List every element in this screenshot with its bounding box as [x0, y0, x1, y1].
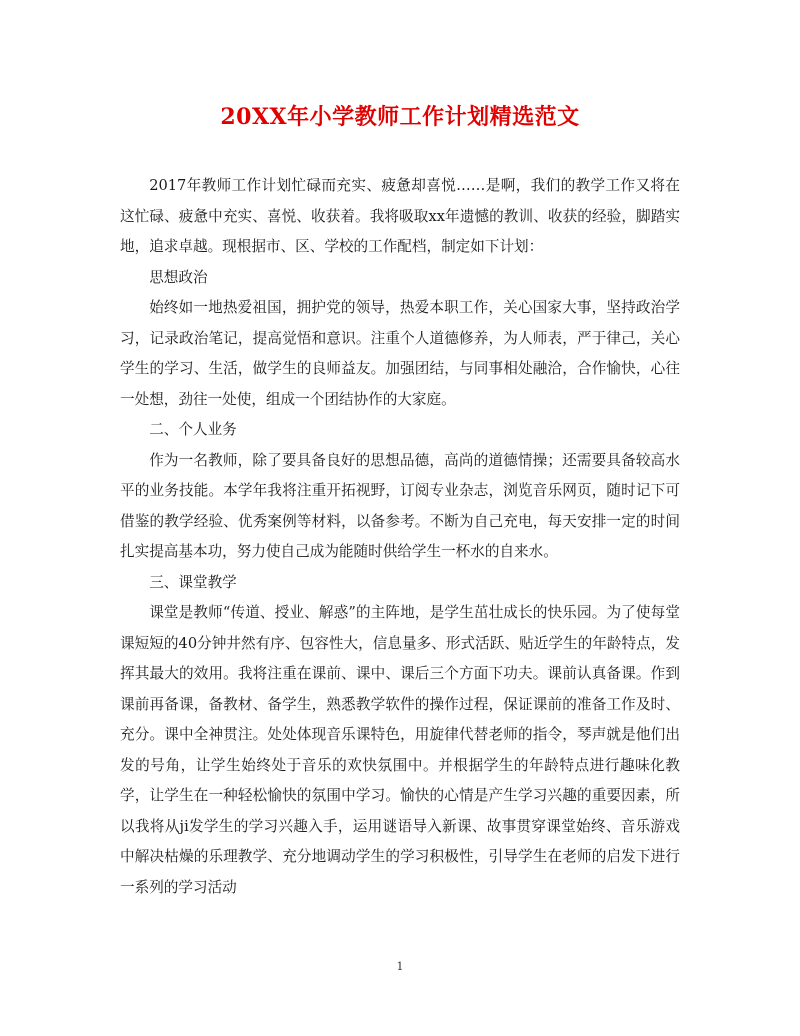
politics-paragraph: 始终如一地热爱祖国，拥护党的领导，热爱本职工作，关心国家大事，坚持政治学习，记录政治笔记，提高觉悟和意识。注重个人道德修养，为人师表，严于律己，关心学生的学习、生活，做学生的良师益友。加强团结，与同事相处融洽，合作愉快，心往一处想，劲往一处使，组成一个团结协作的大家庭。 [120, 299, 680, 408]
section-heading-politics: 思想政治 [149, 268, 208, 286]
classroom-paragraph: 课堂是教师“传道、授业、解惑”的主阵地，是学生茁壮成长的快乐园。为了使每堂课短短的40分钟井然有序、包容性大，信息量多、形式活跃、贴近学生的年龄特点，发挥其最大的效用。我将注重在课前、课中、课后三个方面下功夫。课前认真备课。作到课前再备课，备教材、备学生，熟悉教学软件的操作过程，保证课前的准备工作及时、充分。课中全神贯注。处处体现音乐课特色，用旋律代替老师的指令，琴声就是他们出发的号角，让学生始终处于音乐的欢快氛围中。并根据学生的年龄特点进行趣味化教学，让学生在一种轻松愉快的氛围中学习。愉快的心情是产生学习兴趣的重要因素，所以我将从ji发学生的学习兴趣入手，运用谜语导入新课、故事贯穿课堂始终、音乐游戏中解决枯燥的乐理教学、充分地调动学生的学习积极性，引导学生在老师的启发下进行一系列的学习活动 [120, 604, 680, 896]
section-heading-professional: 二、个人业务 [149, 421, 237, 438]
section-heading-classroom: 三、课堂教学 [149, 573, 237, 591]
page-number: 1 [396, 960, 404, 973]
document-body [120, 171, 680, 903]
intro-paragraph: 2017年教师工作计划忙碌而充实、疲惫却喜悦……是啊，我们的教学工作又将在这忙碌、疲惫中充实、喜悦、收获着。我将吸取xx年遗憾的教训、收获的经验，脚踏实地，追求卓越。现根据市、区、学校的工作配档，制定如下计划： [120, 177, 680, 255]
professional-paragraph: 作为一名教师，除了要具备良好的思想品德，高尚的道德情操；还需要具备较高水平的业务技能。本学年我将注重开拓视野，订阅专业杂志，浏览音乐网页，随时记下可借鉴的教学经验、优秀案例等材料，以备参考。不断为自己充电，每天安排一定的时间扎实提高基本功，努力使自己成为能随时供给学生一杯水的自来水。 [120, 451, 680, 560]
document-title: 20XX年小学教师工作计划精选范文 [220, 104, 580, 130]
